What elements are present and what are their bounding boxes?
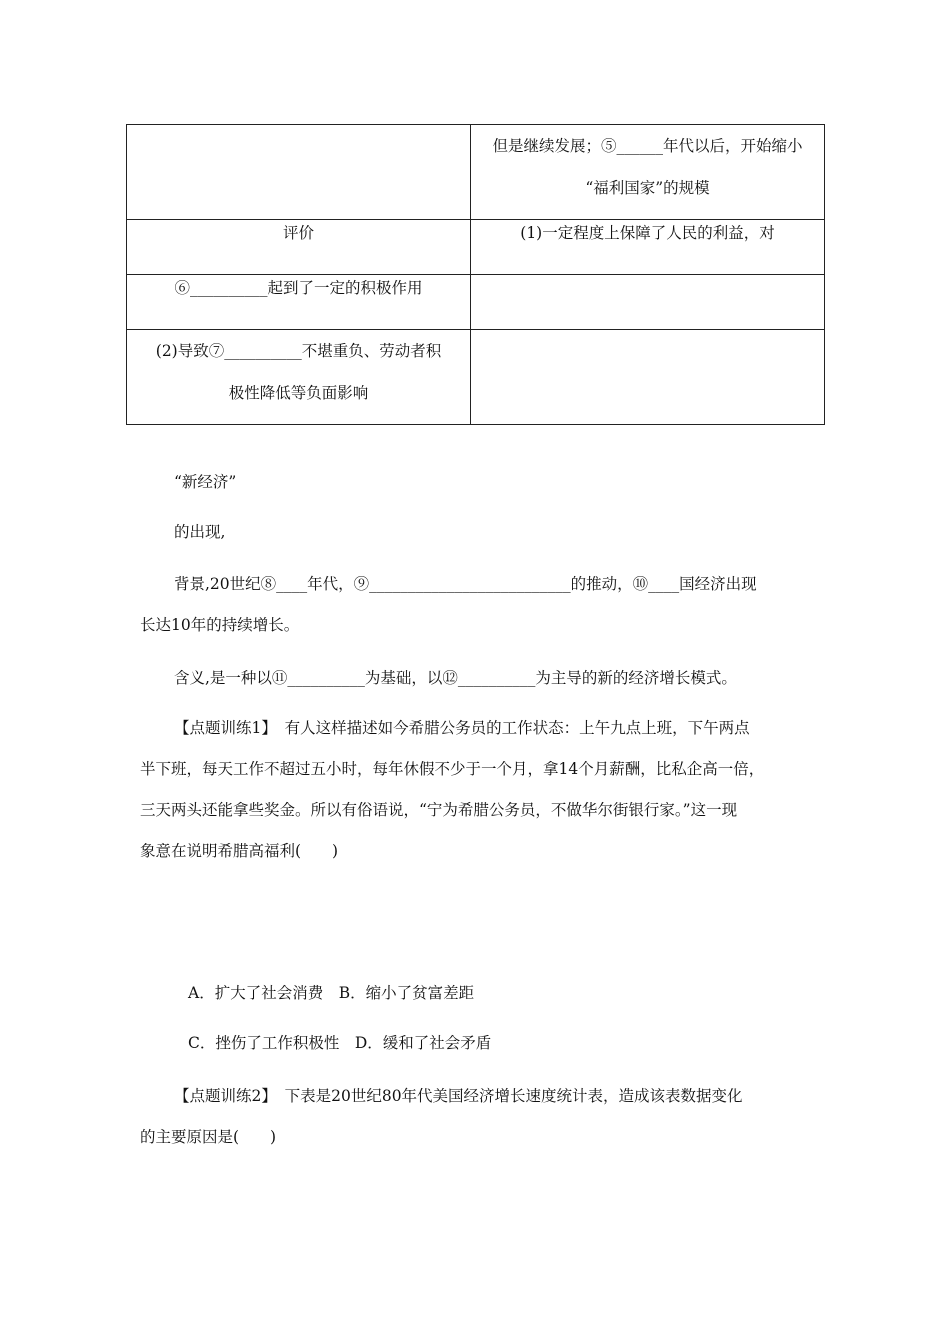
paragraph-line: 背景,20世纪⑧____年代，⑨__________________________的推动，⑩____国经济出现 bbox=[174, 575, 757, 593]
section-subtitle: 的出现, bbox=[174, 523, 226, 541]
paragraph-line: 【点题训练1】 有人这样描述如今希腊公务员的工作状态：上午九点上班，下午两点 bbox=[174, 719, 750, 737]
option-row-1: A．扩大了社会消费 B．缩小了贫富差距 bbox=[188, 984, 475, 1002]
cell-text: “福利国家”的规模 bbox=[585, 179, 710, 197]
table-row bbox=[127, 125, 825, 220]
paragraph-line: 长达10年的持续增长。 bbox=[140, 616, 300, 634]
meaning-paragraph: 含义,是一种以⑪__________为基础，以⑫__________为主导的新的经济增长模式。 bbox=[174, 669, 737, 687]
table-cell bbox=[127, 330, 471, 425]
summary-table bbox=[126, 124, 825, 425]
cell-text: (1)一定程度上保障了人民的利益，对 bbox=[520, 224, 775, 242]
cell-text: 但是继续发展；⑤______年代以后，开始缩小 bbox=[492, 137, 803, 155]
table-cell bbox=[127, 275, 471, 330]
paragraph-line: 的主要原因是( ) bbox=[140, 1128, 277, 1146]
paragraph-line: 象意在说明希腊高福利( ) bbox=[140, 842, 339, 860]
table-cell bbox=[127, 220, 471, 275]
paragraph-line: 三天两头还能拿些奖金。所以有俗语说，“宁为希腊公务员，不做华尔街银行家。”这一现 bbox=[140, 801, 738, 819]
training1-question bbox=[140, 708, 820, 872]
table-row bbox=[127, 330, 825, 425]
table-cell bbox=[471, 330, 825, 425]
table-cell bbox=[471, 275, 825, 330]
table-row bbox=[127, 220, 825, 275]
background-paragraph bbox=[140, 564, 820, 646]
cell-text: (2)导致⑦__________不堪重负、劳动者积 bbox=[155, 342, 442, 360]
table-row bbox=[127, 275, 825, 330]
table-cell bbox=[471, 220, 825, 275]
table-cell bbox=[127, 125, 471, 220]
table-cell bbox=[471, 125, 825, 220]
option-row-2: C．挫伤了工作积极性 D．缓和了社会矛盾 bbox=[188, 1034, 492, 1052]
paragraph-line: 【点题训练2】 下表是20世纪80年代美国经济增长速度统计表，造成该表数据变化 bbox=[174, 1087, 743, 1105]
training2-question bbox=[140, 1076, 820, 1158]
cell-text: 极性降低等负面影响 bbox=[228, 384, 369, 402]
cell-text: ⑥__________起到了一定的积极作用 bbox=[174, 279, 423, 297]
section-title: “新经济” bbox=[174, 473, 237, 491]
cell-text: 评价 bbox=[282, 224, 314, 242]
paragraph-line: 半下班，每天工作不超过五小时，每年休假不少于一个月，拿14个月薪酬，比私企高一倍， bbox=[140, 760, 765, 778]
